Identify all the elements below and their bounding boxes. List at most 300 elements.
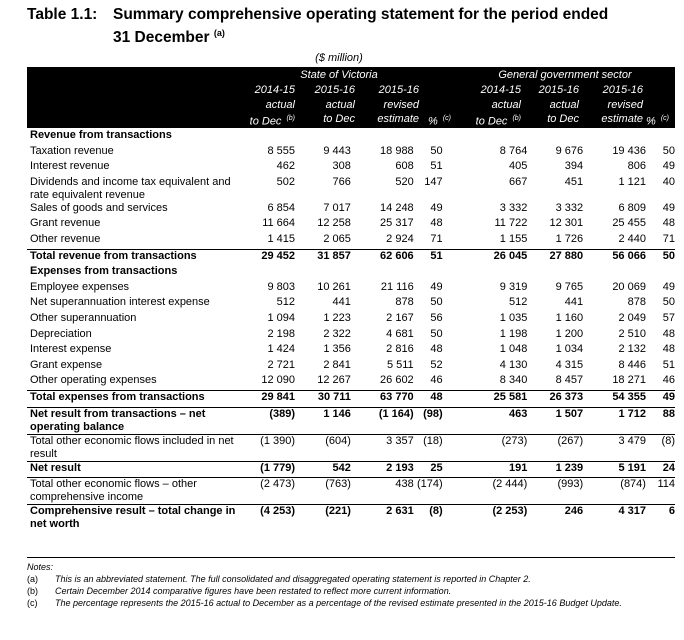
total-row [27,249,675,265]
row-label: Total revenue from transactions [27,249,245,265]
table-row [27,296,675,312]
column-header-year [639,83,669,98]
table-row [27,343,675,359]
value-cell: 3 332 [499,201,528,214]
column-gap [443,296,480,312]
column-gap [443,505,480,532]
note-item [27,585,667,597]
value-cell: 1 507 [527,407,583,434]
note-text: This is an abbreviated statement. The full consolidated and disaggregated operating statement is reported in Chapter 2. [55,574,531,584]
value-cell: 30 711 [295,390,351,407]
column-header-type: revised [607,98,643,111]
column-header-year [421,83,451,98]
column-header-period: estimate [377,113,419,125]
value-cell: 8 340 [499,374,528,387]
value-cell: 48 [662,217,675,230]
value-cell: 19 436 [612,144,646,157]
value-cell: 11 722 [494,217,528,230]
value-cell [646,129,675,145]
column-gap [443,434,480,461]
value-cell: 63 770 [351,390,414,407]
value-cell: (874) [583,478,646,505]
value-cell: 1 223 [323,311,351,324]
value-cell: 2 721 [267,358,296,371]
column-note-ref: (c) [440,115,451,122]
value-cell: (221) [295,505,351,532]
value-cell: 6 809 [618,201,646,214]
value-cell: 3 479 [583,434,646,461]
value-cell: 2 924 [386,232,414,245]
value-cell: 12 258 [317,217,351,230]
column-note-ref: (b) [284,115,295,122]
value-cell: 50 [662,144,675,157]
value-cell: 2 049 [618,311,646,324]
value-cell: 21 116 [380,280,414,293]
value-cell: 542 [295,461,351,478]
value-cell: 56 066 [583,249,646,265]
value-cell [479,265,527,281]
value-cell: (18) [414,434,443,461]
value-cell: 24 [646,461,675,478]
column-header-period: % $^{(c)}$ [428,115,451,128]
value-cell: 2 816 [386,343,414,356]
value-cell: 441 [332,296,351,309]
column-header-type: actual [549,98,579,111]
value-cell: 29 841 [245,390,295,407]
value-cell: 1 146 [295,407,351,434]
value-cell: 88 [646,407,675,434]
value-cell: 5 511 [386,358,414,371]
column-header-period: % $^{(c)}$ [646,115,669,128]
value-cell: (389) [245,407,295,434]
value-cell: 57 [662,311,675,324]
note-key: (a) [27,574,38,584]
value-cell: 71 [662,232,675,245]
value-cell: 520 [395,175,414,188]
row-label: Depreciation [30,327,92,340]
value-cell: 51 [662,358,675,371]
column-header-year: 2014-15 [254,84,295,96]
value-cell: (993) [527,478,583,505]
value-cell: 2 132 [618,343,646,356]
value-cell [295,129,351,145]
table-row [27,176,675,202]
title-note-ref: (a) [213,28,225,38]
column-header-period: to Dec [323,113,355,125]
row-label: Dividends and income tax equivalent and rate equivalent revenue [30,175,231,201]
column-gap [443,202,480,218]
value-cell: 49 [662,201,675,214]
value-cell: 246 [527,505,583,532]
column-header [235,83,295,129]
value-cell: (2 253) [479,505,527,532]
column-gap [443,312,480,328]
value-cell: 12 267 [317,374,351,387]
value-cell [583,129,646,145]
table-row [27,145,675,161]
value-cell: (604) [295,434,351,461]
value-cell: 31 857 [295,249,351,265]
value-cell: 48 [430,217,443,230]
value-cell: 50 [430,296,443,309]
column-header-period: to Dec $^{(b)}$ [249,115,295,128]
value-cell: 608 [395,160,414,173]
row-label: Total other economic flows – other comprehensive income [27,478,245,505]
value-cell: 191 [479,461,527,478]
value-cell: 46 [662,374,675,387]
value-cell: 11 664 [262,217,296,230]
table-title [27,5,608,47]
value-cell: 114 [646,478,675,505]
table-row [27,374,675,390]
value-cell: 25 317 [380,217,414,230]
value-cell: 71 [430,232,443,245]
row-label: Net result [27,461,245,478]
value-cell [351,265,414,281]
value-cell: 308 [332,160,351,173]
value-cell: (4 253) [245,505,295,532]
value-cell: 3 357 [351,434,414,461]
column-header-year: 2015-16 [602,84,643,96]
value-cell [583,265,646,281]
row-label: Grant revenue [30,217,101,230]
table-row [27,478,675,505]
value-cell: 9 676 [555,144,584,157]
column-gap [443,407,480,434]
column-header-period: to Dec [547,113,579,125]
note-item [27,573,667,585]
value-cell: 9 443 [323,144,351,157]
row-label: Net result from transactions – net operating balance [27,407,245,434]
value-cell: 1 712 [583,407,646,434]
column-header-type [421,98,451,113]
value-cell: 1 094 [267,311,296,324]
value-cell: 1 034 [555,343,584,356]
value-cell: 2 322 [323,327,351,340]
value-cell: 4 315 [555,358,584,371]
note-text: Certain December 2014 comparative figures have been restated to reflect more current information. [55,586,452,596]
value-cell: 49 [430,201,443,214]
value-cell: 1 198 [499,327,528,340]
column-gap [443,359,480,375]
table-row [27,202,675,218]
column-header-year: 2014-15 [480,84,521,96]
title-line-2: 31 December [113,29,210,47]
units-label: ($ million) [315,52,363,64]
value-cell: 62 606 [351,249,414,265]
column-header [461,83,521,129]
value-cell: 1 356 [323,343,351,356]
value-cell: 26 045 [479,249,527,265]
value-cell: 18 271 [612,374,646,387]
value-cell: 48 [662,327,675,340]
value-cell: (1 164) [351,407,414,434]
row-label: Interest expense [30,343,112,356]
value-cell: 5 191 [583,461,646,478]
value-cell: 29 452 [245,249,295,265]
table-row [27,281,675,297]
value-cell: 12 301 [549,217,584,230]
value-cell: 1 239 [527,461,583,478]
column-gap [443,176,480,202]
column-gap [443,233,480,249]
value-cell: 50 [662,296,675,309]
value-cell: 1 048 [499,343,528,356]
value-cell: 1 726 [555,232,584,245]
column-gap [443,249,480,265]
column-gap [443,160,480,176]
value-cell: (1 390) [245,434,295,461]
column-header [519,83,579,127]
value-cell: 462 [276,160,296,173]
value-cell: 9 319 [499,280,528,293]
column-header-year: 2015-16 [314,84,355,96]
value-cell: 1 035 [499,311,528,324]
value-cell: 50 [430,327,443,340]
value-cell: 405 [508,160,528,173]
row-label: Other superannuation [30,311,137,324]
value-cell: (763) [295,478,351,505]
table-row [27,359,675,375]
value-cell: 2 065 [323,232,351,245]
column-gap [443,217,480,233]
value-cell: 1 415 [267,232,296,245]
value-cell [414,129,443,145]
value-cell: 3 332 [555,201,584,214]
title-line-1: Summary comprehensive operating statement for the period ended [113,6,609,23]
value-cell: 2 631 [351,505,414,532]
column-note-ref: (c) [658,115,669,122]
value-cell: 502 [276,175,296,188]
value-cell: 1 155 [499,232,528,245]
value-cell: 8 555 [267,144,296,157]
value-cell: 4 130 [499,358,528,371]
value-cell: 2 440 [618,232,646,245]
column-gap [443,478,480,505]
value-cell: 27 880 [527,249,583,265]
value-cell: 2 198 [267,327,296,340]
value-cell: 26 373 [527,390,583,407]
column-header-type [639,98,669,113]
value-cell [527,129,583,145]
table-row [27,312,675,328]
value-cell: 147 [424,175,443,188]
note-key: (b) [27,586,38,596]
column-gap [443,343,480,359]
value-cell: (8) [414,505,443,532]
note-text: The percentage represents the 2015-16 actual to December as a percentage of the revised estimate presented in the 2015-16 Budget Update. [55,598,622,608]
row-label: Other operating expenses [30,374,157,387]
value-cell: 2 193 [351,461,414,478]
table-row [27,328,675,344]
value-cell: 6 [646,505,675,532]
value-cell: 50 [430,144,443,157]
value-cell: 56 [430,311,443,324]
value-cell [646,265,675,281]
value-cell [414,265,443,281]
value-cell: 50 [646,249,675,265]
column-note-ref: (b) [510,115,521,122]
section-row [27,265,675,281]
column-gap [443,390,480,407]
value-cell: 9 765 [555,280,584,293]
value-cell: 667 [508,175,528,188]
note-item [27,597,667,609]
value-cell: 48 [662,343,675,356]
value-cell: (267) [527,434,583,461]
value-cell [245,129,295,145]
value-cell: (2 444) [479,478,527,505]
total-row [27,390,675,407]
value-cell: 25 455 [612,217,646,230]
value-cell: 4 681 [386,327,414,340]
value-cell: 394 [564,160,584,173]
row-label: Interest revenue [30,160,110,173]
value-cell: 10 261 [317,280,351,293]
value-cell: 25 [414,461,443,478]
statement-table [27,129,675,531]
value-cell: 1 121 [618,175,646,188]
column-gap [443,265,480,281]
notes [27,562,667,609]
value-cell: 438 [351,478,414,505]
row-label: Total other economic flows included in net result [27,434,245,461]
value-cell: 49 [646,390,675,407]
column-gap [443,129,480,145]
row-label: Grant expense [30,358,103,371]
row-label: Other revenue [30,232,101,245]
row-label: Revenue from transactions [30,129,172,141]
value-cell: 51 [430,160,443,173]
value-cell: 52 [430,358,443,371]
value-cell: 20 069 [612,280,646,293]
column-header-type: actual [491,98,521,111]
value-cell: (98) [414,407,443,434]
table-row [27,160,675,176]
value-cell: 46 [430,374,443,387]
value-cell: (273) [479,434,527,461]
value-cell: 451 [564,175,584,188]
value-cell: 4 317 [583,505,646,532]
value-cell: 25 581 [479,390,527,407]
value-cell: 806 [627,160,646,173]
total-row [27,407,675,434]
value-cell [295,265,351,281]
value-cell: 48 [414,390,443,407]
value-cell [351,129,414,145]
value-cell: 1 160 [555,311,584,324]
value-cell: 512 [276,296,296,309]
group-general-government: General government sector [498,69,632,81]
table-row [27,217,675,233]
column-header-period: estimate [601,113,643,125]
group-state-of-victoria: State of Victoria [300,69,378,81]
value-cell [479,129,527,145]
value-cell: 26 602 [380,374,414,387]
column-header [577,83,643,127]
column-gap [443,281,480,297]
notes-heading: Notes: [27,562,54,572]
value-cell: (8) [646,434,675,461]
column-header-period: to Dec $^{(b)}$ [475,115,521,128]
value-cell: 48 [430,343,443,356]
value-cell: 512 [508,296,528,309]
column-header-type: revised [383,98,419,111]
row-label: Sales of goods and services [30,201,168,214]
value-cell: 12 090 [261,374,296,387]
value-cell: 878 [627,296,646,309]
value-cell: 40 [662,175,675,188]
value-cell: 441 [564,296,584,309]
value-cell: 2 510 [618,327,646,340]
row-label: Comprehensive result – total change in net worth [27,505,245,532]
value-cell: 463 [479,407,527,434]
value-cell: 49 [662,160,675,173]
value-cell [527,265,583,281]
value-cell: (1 779) [245,461,295,478]
column-header [295,83,355,127]
value-cell: 2 841 [323,358,351,371]
notes-divider [27,557,675,558]
value-cell: 8 457 [555,374,584,387]
value-cell: 7 017 [323,201,351,214]
value-cell: 2 167 [386,311,414,324]
value-cell: 878 [395,296,414,309]
value-cell: 8 764 [499,144,528,157]
value-cell: 54 355 [583,390,646,407]
total-row [27,461,675,478]
value-cell: 766 [332,175,351,188]
value-cell: 49 [662,280,675,293]
column-gap [443,461,480,478]
row-label: Net superannuation interest expense [30,296,210,309]
value-cell [245,265,295,281]
table-number: Table 1.1: [27,6,98,23]
value-cell: 9 803 [267,280,296,293]
value-cell: 49 [430,280,443,293]
value-cell: 18 988 [380,144,414,157]
column-gap [443,145,480,161]
section-row [27,129,675,145]
table-header [27,67,675,128]
note-key: (c) [27,598,38,608]
column-gap [443,374,480,390]
value-cell: 14 248 [380,201,414,214]
row-label: Expenses from transactions [30,265,178,278]
row-label: Total expenses from transactions [27,390,245,407]
table-row [27,434,675,461]
value-cell: 1 424 [267,343,296,356]
column-header-year: 2015-16 [378,84,419,96]
column-gap [443,328,480,344]
value-cell: (2 473) [245,478,295,505]
column-header [421,83,451,129]
total-row [27,505,675,532]
value-cell: 8 446 [618,358,646,371]
value-cell: 51 [414,249,443,265]
table-row [27,233,675,249]
column-header [639,83,669,129]
column-header-year: 2015-16 [538,84,579,96]
value-cell: (174) [414,478,443,505]
value-cell: 6 854 [267,201,296,214]
row-label: Employee expenses [30,280,130,293]
column-header [353,83,419,127]
column-header-type: actual [265,98,295,111]
column-header-type: actual [325,98,355,111]
row-label: Taxation revenue [30,144,114,157]
value-cell: 1 200 [555,327,584,340]
